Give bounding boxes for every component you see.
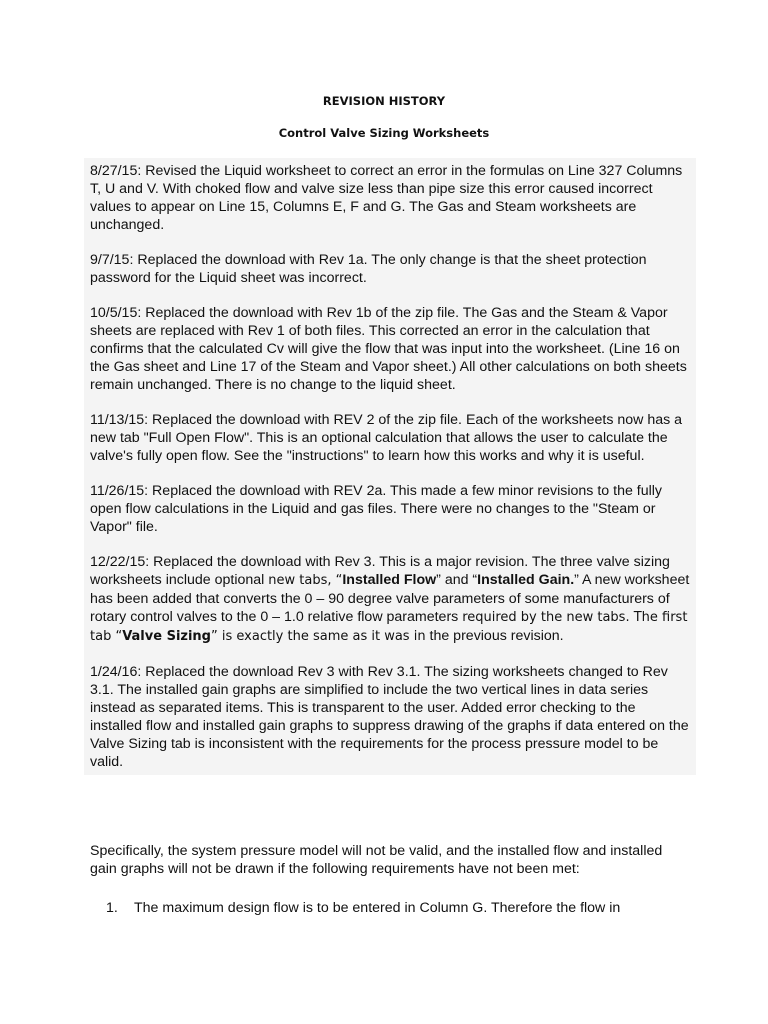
entry-text: 12/22/15: Replaced the download with Rev 3. This is a major revision. The three valve sizing worksheets include optional	[90, 554, 670, 588]
revision-entry: 10/5/15: Replaced the download with Rev 1b of the zip file. The Gas and the Steam & Vapor sheets are replaced with Rev 1 of both files. This corrected an error in the calculation that confirms that the calculated Cv will give the flow that was input into the worksheet. (Line 16 on the Gas sheet and Line 17 of the Steam and Vapor sheet.) All other calculations on both sheets remain unchanged. There is no change to the liquid sheet.	[90, 305, 687, 393]
entry-text: the previous revision.	[425, 628, 564, 644]
entry-text: ” A new worksheet has been added that converts the 0 – 90 degree valve parameters of some manufacturers of rotary control valves to the 0 – 1.0 relative flow parameters	[90, 572, 690, 625]
revision-entry: 8/27/15: Revised the Liquid worksheet to correct an error in the formulas on Line 327 Columns T, U and V. With choked flow and valve size less than pipe size this error caused incorrect values to appear on Line 15, Columns E, F and G. The Gas and Steam worksheets are unchanged.	[90, 163, 683, 233]
document-subtitle: Control Valve Sizing Worksheets	[278, 126, 490, 140]
entry-text: ” and “	[436, 572, 478, 588]
list-text: The maximum design flow is to be entered in Column G. Therefore the flow in	[134, 900, 621, 916]
revision-entry: 11/13/15: Replaced the download with REV 2 of the zip file. Each of the worksheets now has a new tab "Full Open Flow". This is an optional calculation that allows the user to calculate the valve's fully open flow. See the "instructions" to learn how this works and why it is useful.	[90, 412, 683, 464]
body-paragraph: Specifically, the system pressure model will not be valid, and the installed flow and installed gain graphs will not be drawn if the following requirements have not been met:	[90, 843, 663, 877]
revision-entry	[90, 553, 690, 646]
revision-entry: 11/26/15: Replaced the download with REV 2a. This made a few minor revisions to the fully open flow calculations in the Liquid and gas files. There were no changes to the "Steam or Vapor" file.	[90, 483, 663, 535]
revision-entry: 1/24/16: Replaced the download Rev 3 with Rev 3.1. The sizing worksheets changed to Rev 3.1. The installed gain graphs are simplified to include the two vertical lines in data series instead as separated items. This is transparent to the user. Added error checking to the installed flow and installed gain graphs to suppress drawing of the graphs if data entered on the Valve Sizing tab is inconsistent with the requirements for the process pressure model to be valid.	[90, 664, 689, 770]
document-title: REVISION HISTORY	[322, 94, 446, 108]
installed-gain-text: Installed Gain.	[477, 572, 575, 588]
list-item	[106, 899, 686, 917]
entry-text: required by the new tabs. The first tab “	[90, 610, 688, 644]
revision-entries	[84, 158, 696, 775]
entry-text: ” is exactly the same as it was in	[211, 629, 426, 644]
list-number: 1.	[106, 900, 118, 916]
valve-sizing-text: Valve Sizing	[122, 629, 211, 644]
installed-flow-text: Installed Flow	[342, 572, 437, 588]
entry-text: new tabs, “	[268, 573, 343, 588]
revision-entry: 9/7/15: Replaced the download with Rev 1a. The only change is that the sheet protection password for the Liquid sheet was incorrect.	[90, 252, 647, 286]
